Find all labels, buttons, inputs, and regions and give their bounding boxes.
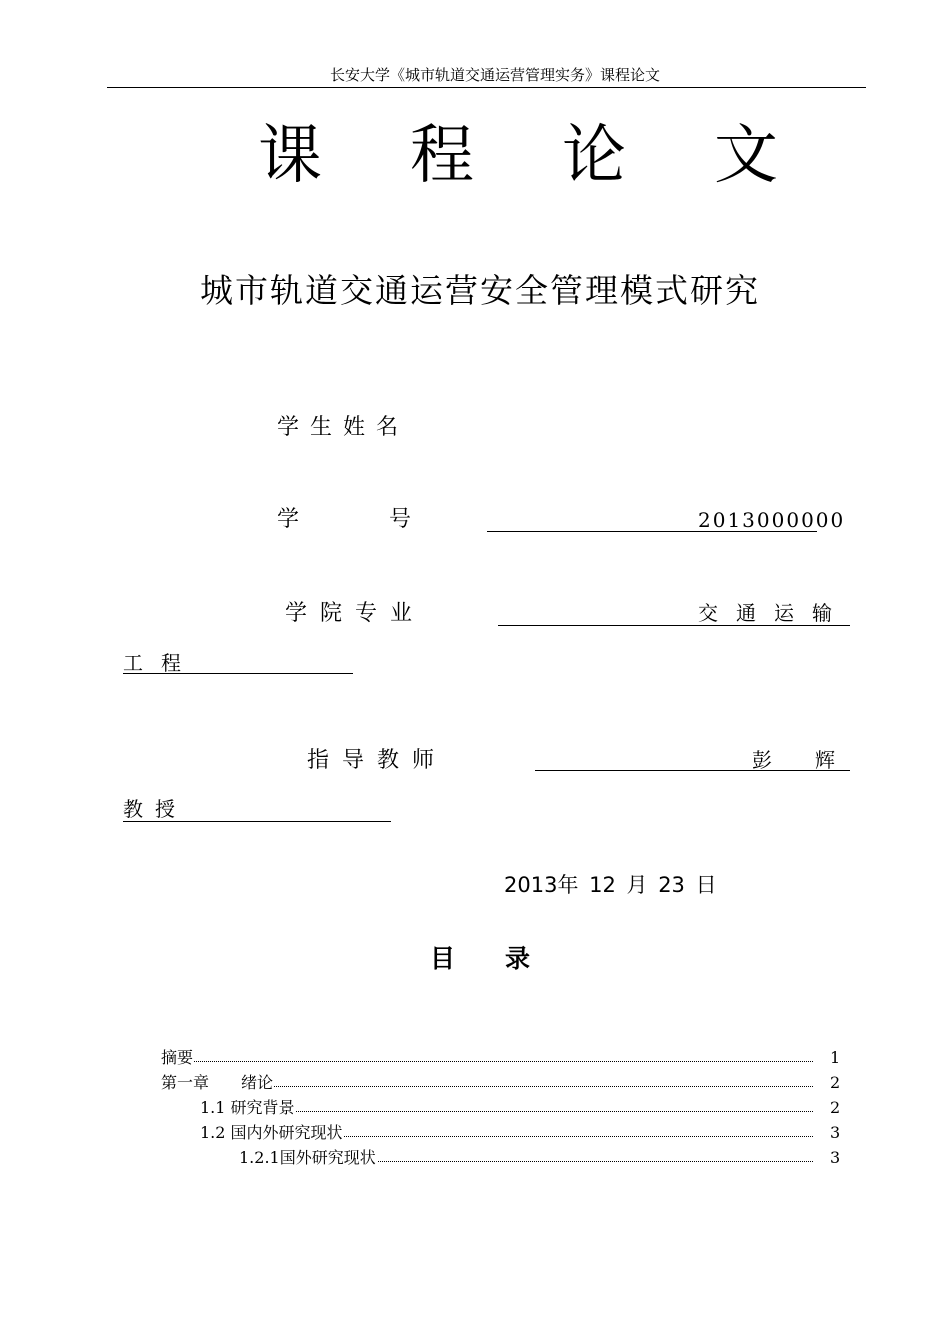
toc-entry-page: 3	[830, 1148, 841, 1167]
college-major-underline	[498, 625, 850, 626]
student-id-value: 2013000000	[698, 508, 846, 532]
college-major-label: 学院专业	[285, 601, 426, 626]
student-id-label: 学号	[277, 507, 502, 532]
advisor-name-part1: 彭	[752, 748, 772, 772]
thesis-subtitle: 城市轨道交通运营安全管理模式研究	[200, 271, 760, 310]
college-major-value-continued: 工程	[123, 651, 199, 675]
student-id-underline	[487, 531, 817, 532]
toc-entry[interactable]	[0, 1071, 950, 1095]
toc-entry-page: 1	[830, 1048, 841, 1067]
advisor-underline	[535, 770, 850, 771]
toc-entry[interactable]	[0, 1096, 950, 1120]
toc-entry-label: 摘要	[161, 1046, 194, 1070]
toc-entry-page: 3	[830, 1123, 841, 1142]
page-header: 长安大学《城市轨道交通运营管理实务》课程论文	[329, 66, 660, 84]
toc-entry[interactable]	[0, 1046, 950, 1070]
college-major-value: 交通运输	[698, 601, 850, 625]
toc-title: 目录	[430, 944, 581, 973]
advisor-title: 教授	[123, 797, 187, 821]
toc-entry-page: 2	[830, 1073, 841, 1092]
cover-title: 课程论文	[258, 119, 866, 193]
student-name-label: 学生姓名	[277, 415, 410, 440]
toc-entry-label: 1.2 国内外研究现状	[200, 1121, 344, 1145]
advisor-name-part2: 辉	[815, 748, 835, 772]
advisor-underline-continued	[123, 821, 391, 822]
advisor-label: 指导教师	[307, 748, 448, 773]
toc-entry-page: 2	[830, 1098, 841, 1117]
toc-leader-dots	[161, 1061, 813, 1062]
toc-entry-label: 1.2.1国外研究现状	[239, 1146, 377, 1170]
header-rule	[107, 87, 866, 88]
toc-entry[interactable]	[0, 1146, 950, 1170]
toc-entry[interactable]	[0, 1121, 950, 1145]
toc-entry-label: 1.1 研究背景	[200, 1096, 296, 1120]
submission-date: 2013年 12 月 23 日	[504, 873, 717, 897]
college-major-underline-continued	[123, 673, 353, 674]
toc-entry-label: 第一章 绪论	[161, 1071, 274, 1095]
